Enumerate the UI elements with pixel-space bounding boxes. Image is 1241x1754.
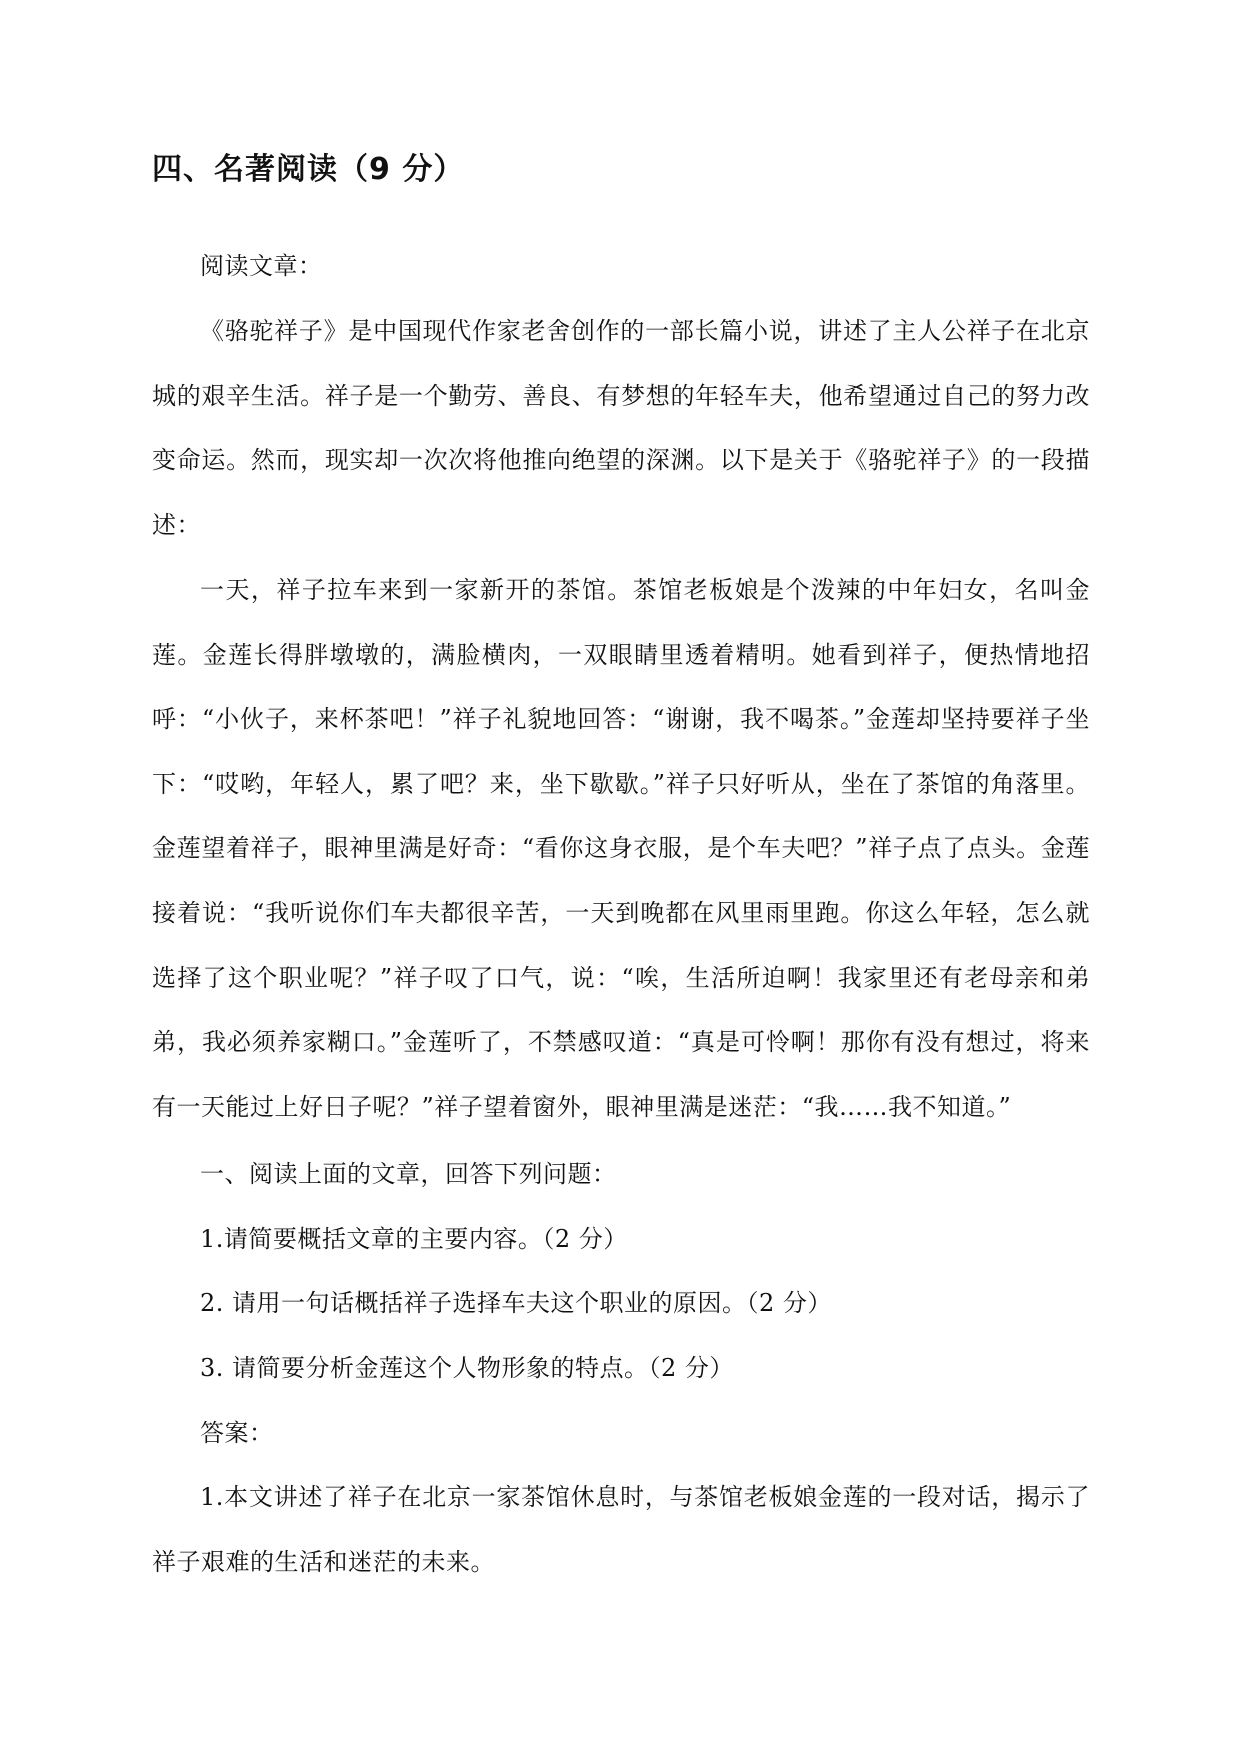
answer-label: 答案： [200, 1419, 274, 1447]
answer-1: 1.本文讲述了祥子在北京一家茶馆休息时，与茶馆老板娘金莲的一段对话，揭示了祥子艰难的生活和迷茫的未来。 [152, 1483, 1090, 1576]
question-3: 3. 请简要分析金莲这个人物形象的特点。（2 分） [200, 1354, 734, 1382]
section-title: 四、名著阅读（9 分） [152, 152, 465, 187]
intro-paragraph: 《骆驼祥子》是中国现代作家老舍创作的一部长篇小说，讲述了主人公祥子在北京城的艰辛生活。祥子是一个勤劳、善良、有梦想的年轻车夫，他希望通过自己的努力改变命运。然而，现实却一次次将他推向绝望的深渊。以下是关于《骆驼祥子》的一段描述： [152, 317, 1090, 539]
story-paragraph: 一天，祥子拉车来到一家新开的茶馆。茶馆老板娘是个泼辣的中年妇女，名叫金莲。金莲长得胖墩墩的，满脸横肉，一双眼睛里透着精明。她看到祥子，便热情地招呼：“小伙子，来杯茶吧！”祥子礼貌地回答：“谢谢，我不喝茶。”金莲却坚持要祥子坐下：“哎哟，年轻人，累了吧？来，坐下歇歇。”祥子只好听从，坐在了茶馆的角落里。金莲望着祥子，眼神里满是好奇：“看你这身衣服，是个车夫吧？”祥子点了点头。金莲接着说：“我听说你们车夫都很辛苦，一天到晚都在风里雨里跑。你这么年轻，怎么就选择了这个职业呢？”祥子叹了口气，说：“唉，生活所迫啊！我家里还有老母亲和弟弟，我必须养家糊口。”金莲听了，不禁感叹道：“真是可怜啊！那你有没有想过，将来有一天能过上好日子呢？”祥子望着窗外，眼神里满是迷茫：“我……我不知道。” [152, 576, 1090, 1121]
question-1: 1.请简要概括文章的主要内容。（2 分） [200, 1225, 628, 1253]
read-label: 阅读文章： [200, 252, 323, 280]
questions-intro: 一、阅读上面的文章，回答下列问题： [200, 1160, 617, 1188]
question-2: 2. 请用一句话概括祥子选择车夫这个职业的原因。（2 分） [200, 1289, 832, 1317]
